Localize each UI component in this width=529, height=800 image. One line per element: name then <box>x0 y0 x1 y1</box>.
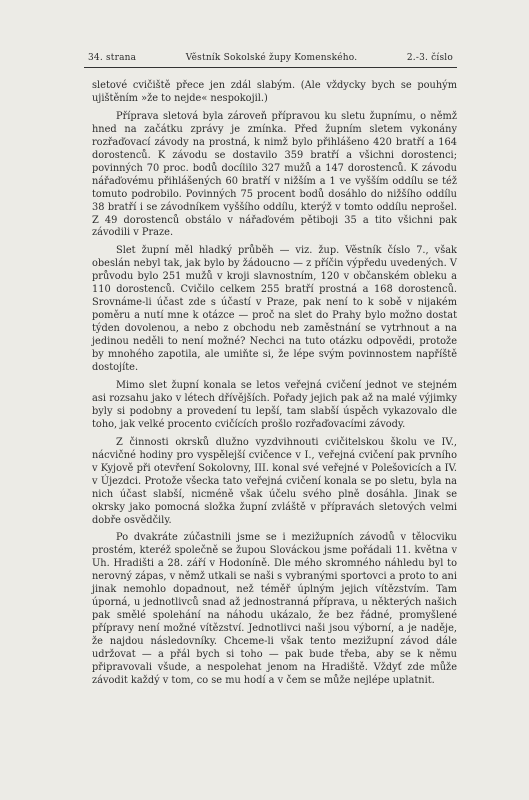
page-header <box>88 53 453 63</box>
issue-number: 2.-3. číslo <box>406 53 453 63</box>
journal-title: Věstník Sokolské župy Komenského. <box>185 53 358 63</box>
page-number: 34. strana <box>88 53 137 63</box>
paragraph: Slet župní měl hladký průběh — viz. žup. Věstník číslo 7., však obeslán nebyl tak, jak bylo by žádoucno — z příčin výpředu uvedených. V průvodu bylo 251 mužů v kroji slavnostním, 120 v občanském obleku a 110 dorostenců. Cvičilo celkem 255 bratří prostná a 168 dorostenců. Srovnáme-li účast zde s účastí v Praze, pak není to k sobě v nijakém poměru a nutí mne k otázce — proč na slet do Prahy bylo možno dostat týden dovolenou, a nebo z obchodu neb zaměstnání se vytrhnout a na jedinou neděli to není možné? Nechci na tuto otázku odpovědi, protože by mnohého zapotila, ale umiňte si, že lépe svým povinnostem napříště dostojíte. <box>92 245 457 374</box>
paragraph: Příprava sletová byla zároveň přípravou ku sletu župnímu, o němž hned na začátku zprávy je zmínka. Před župním sletem vykonány rozřaďovací závody na prostná, k nimž bylo přihlášeno 420 bratří a 164 dorostenců. K závodu se dostavilo 359 bratří a všichni dorostenci; povinných 70 proc. bodů docílilo 327 mužů a 147 dorostenců. K závodu nářaďovému přihlášených 60 bratří v nižším a 1 ve vyšším oddílu se též tomuto podrobilo. Povinných 75 procent bodů dosáhlo do nižšího oddílu 38 bratří i se závodníkem vyššího oddílu, kterýž v tomto oddílu neprošel. Z 49 dorostenců obstálo v nářaďovém pětiboji 35 a tito všichni pak závodili v Praze. <box>92 110 457 239</box>
paragraph: Mimo slet župní konala se letos veřejná cvičení jednot ve stejném asi rozsahu jako v létech dřívějších. Pořady jejich pak až na malé výjimky byly si podobny a provedení tu lepší, tam slabší úspěch vykazovalo dle toho, jak velké procento cvičících prošlo rozřaďovacími závody. <box>92 379 457 430</box>
paragraph: Z činnosti okrsků dlužno vyzdvihnouti cvičitelskou školu ve IV., nácvičné hodiny pro vyspělejší cvičence v I., veřejná cvičení pak prvního v Kyjově při otevření Sokolovny, III. konal své veřejné v Polešovicích a IV. v Újezdci. Protože všecka tato veřejná cvičení konala se po sletu, byla na nich účast slabší, nicméně však účelu svého plně dosáhla. Jinak se okrsky jako pomocná složka župní zvláště v přípravách sletových velmi dobře osvědčily. <box>92 436 457 526</box>
paragraph: sletové cvičiště přece jen zdál slabým. (Ale vždycky bych se pouhým ujištěním »že to nejde« nespokojil.) <box>92 80 457 104</box>
paragraph: Po dvakráte zúčastnili jsme se i mezižupních závodů v tělocviku prostém, kteréž společně se župou Slováckou jsme pořádali 11. května v Uh. Hradišti a 28. září v Hodoníně. Dle mého skromného náhledu byl to nerovný zápas, v němž utkali se naši s vybranými sportovci a proto to ani jinak nemohlo dopadnout, než téměř úplným jejich vítězstvím. Tam úporná, u jednotlivců snad až jednostranná příprava, u některých našich pak smělé spolehání na náhodu ukázalo, že bez řádné, promyšlené přípravy není možné vítězství. Jednotlivci naši jsou výborní, a je naděje, že najdou následovníky. Chceme-li však tento mezižupní závod dále udržovat — a přál bych si toho — pak bude třeba, aby se k němu připravovali všude, a nespolehat jenom na Hradiště. Vždyť zde může závodit každý v tom, co se mu hodí a v čem se může nejlépe uplatnit. <box>92 532 457 686</box>
header-rule <box>84 67 457 68</box>
body-text <box>92 80 457 693</box>
